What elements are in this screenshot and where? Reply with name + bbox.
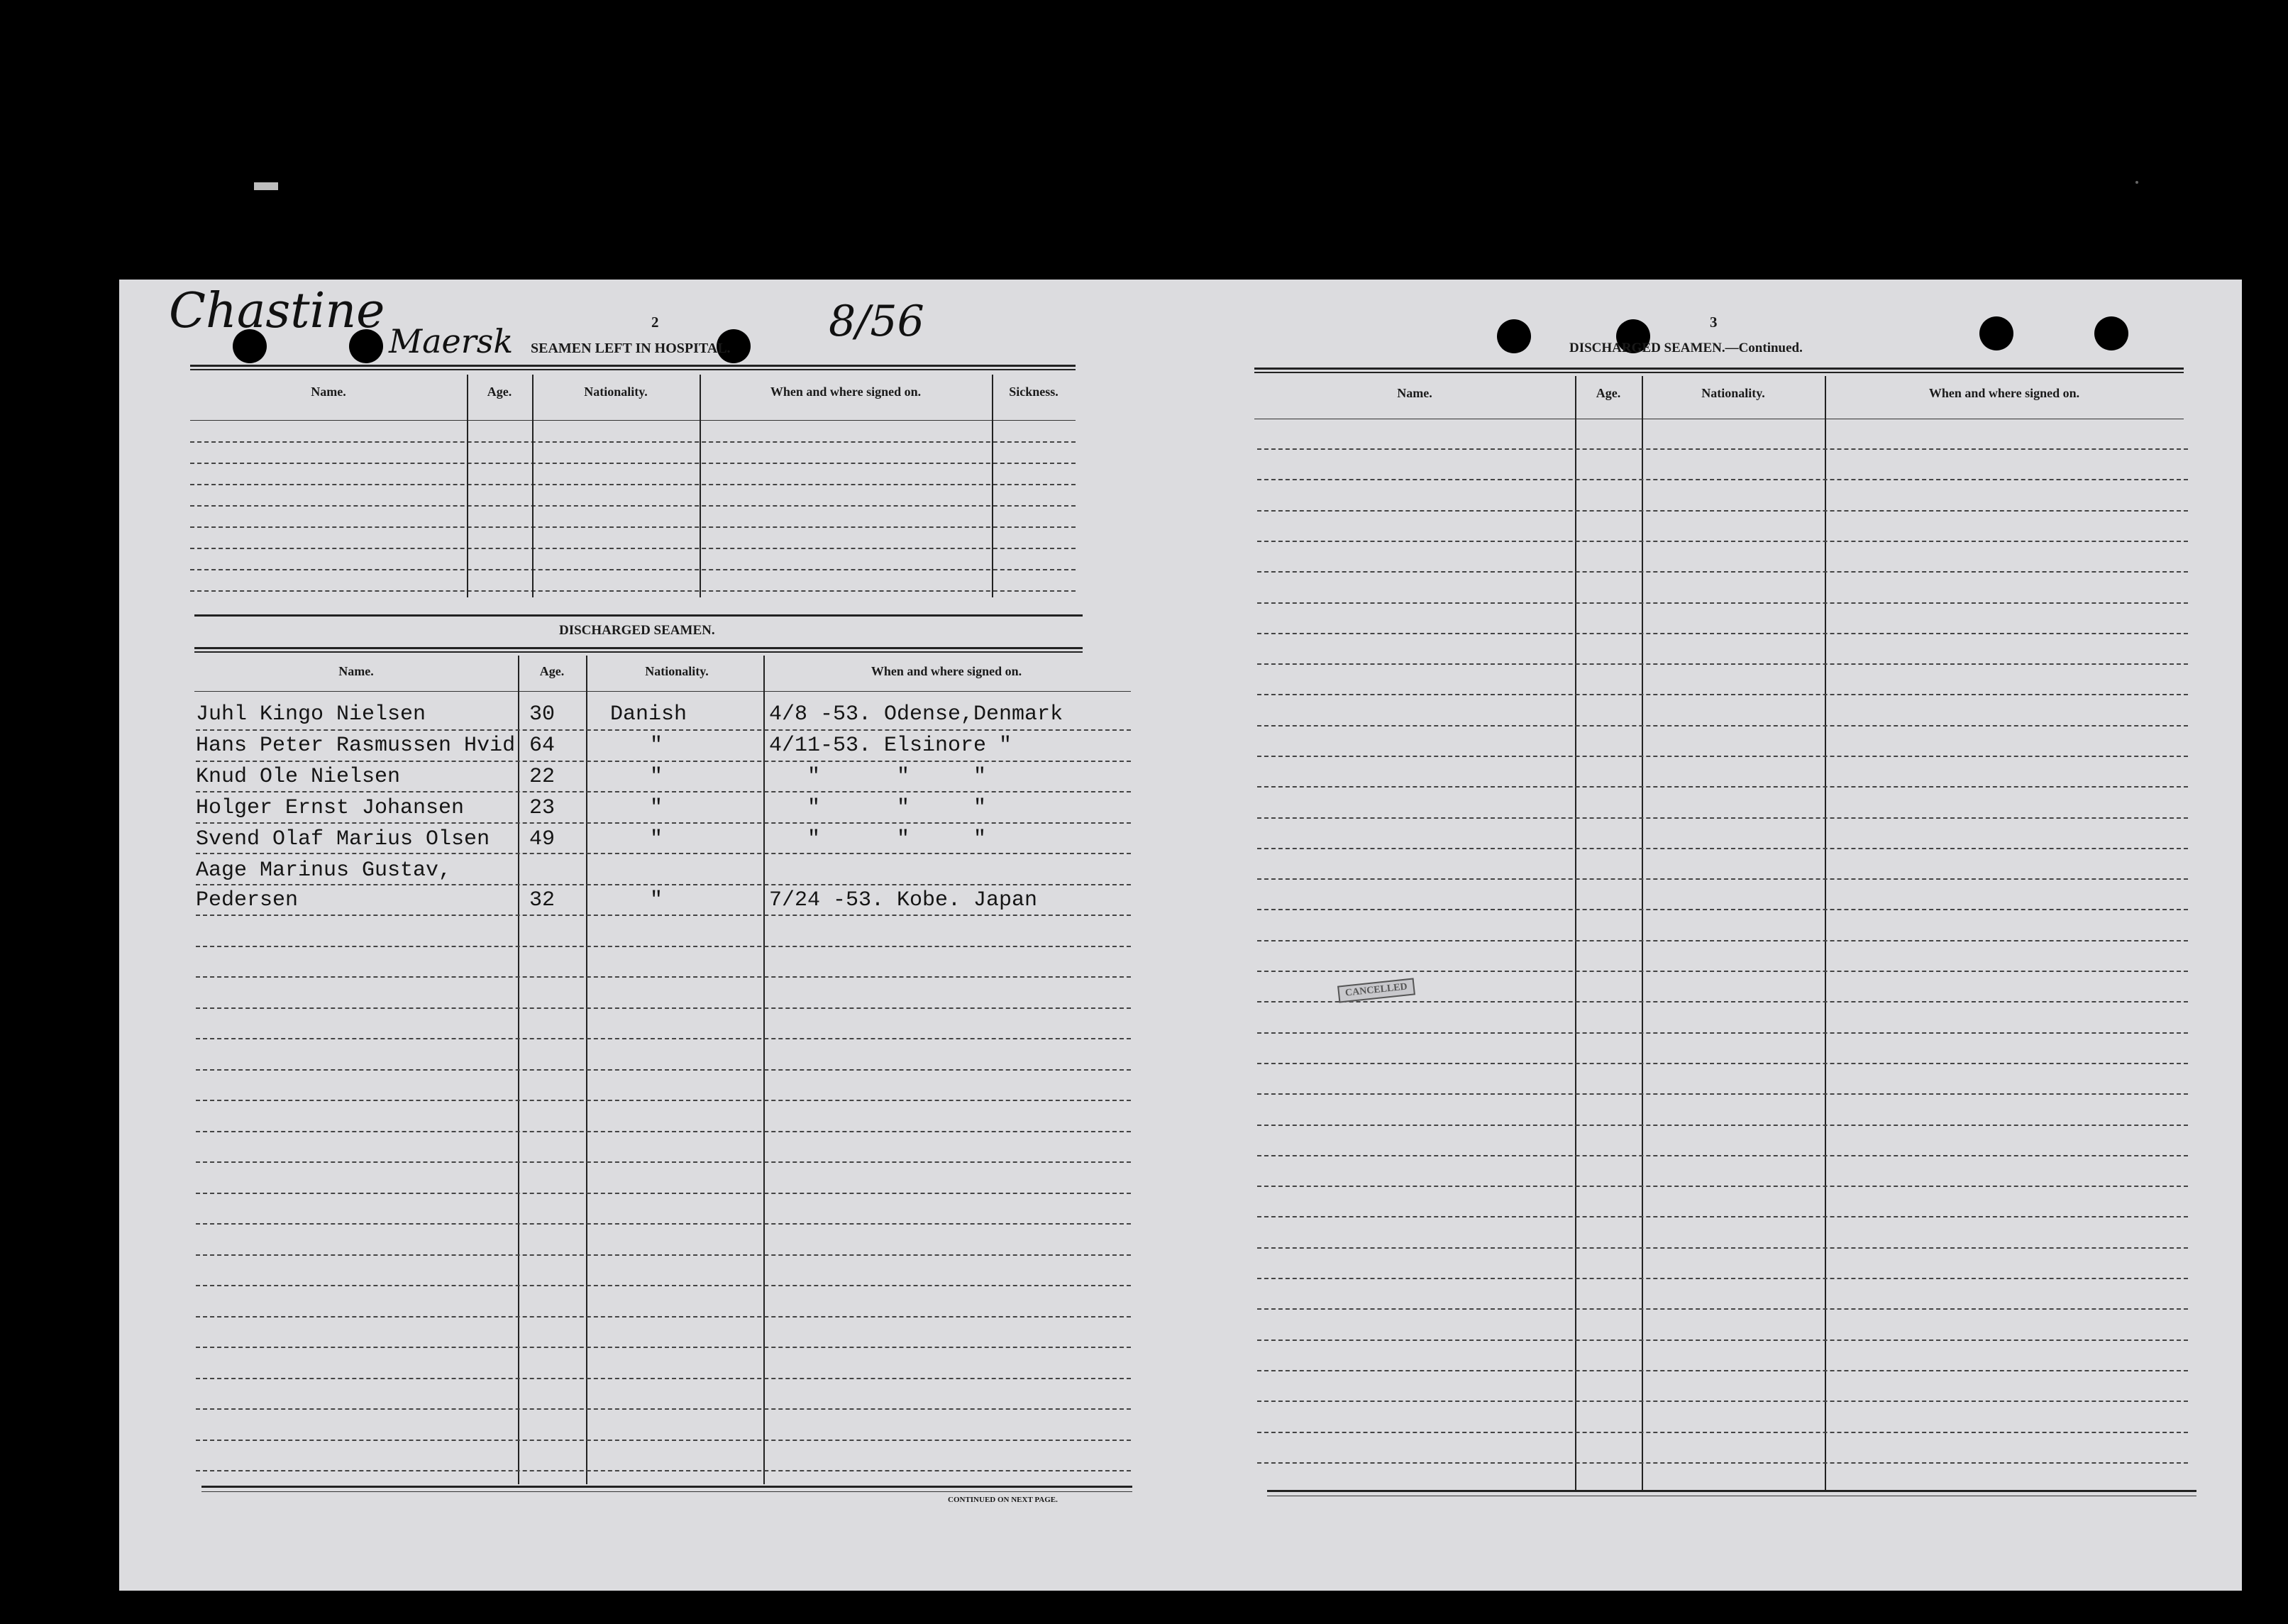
ruled-line	[1257, 756, 2188, 757]
discharged-header-rule	[194, 647, 1083, 649]
ruled-line	[1257, 1063, 2188, 1064]
hospital-section-title: SEAMEN LEFT IN HOSPITAL.	[531, 341, 731, 356]
ruled-line	[196, 1161, 1131, 1163]
ruled-line	[196, 1408, 1131, 1410]
ruled-line	[1257, 1032, 2188, 1034]
discharged-header-rule	[194, 651, 1083, 653]
seaman-nationality: "	[650, 888, 663, 912]
seaman-age: 49	[529, 827, 556, 851]
ruled-line	[1257, 786, 2188, 788]
ruled-line	[1257, 1186, 2188, 1187]
ruled-line	[196, 1069, 1131, 1071]
hospital-row-line	[190, 463, 1076, 464]
ruled-line	[196, 1254, 1131, 1256]
hospital-top-rule	[190, 365, 1076, 367]
ruled-line	[1257, 1308, 2188, 1310]
punch-hole	[1979, 316, 2013, 350]
seaman-age: 22	[529, 765, 556, 789]
right-section-title: DISCHARGED SEAMEN.—Continued.	[1569, 341, 1803, 355]
ruled-line	[196, 1470, 1131, 1471]
ruled-line	[1257, 663, 2188, 665]
ruled-line	[1257, 602, 2188, 604]
seaman-age: 32	[529, 888, 556, 912]
discharged-header-signed-on: When and where signed on.	[871, 664, 1022, 678]
ruled-line	[1257, 725, 2188, 727]
ruled-line	[1257, 817, 2188, 819]
seaman-name: Pedersen	[196, 888, 299, 912]
scan-speck	[2135, 181, 2138, 184]
ruled-line	[196, 853, 1131, 854]
ruled-line	[1257, 448, 2188, 450]
ruled-line	[1257, 1401, 2188, 1402]
punch-hole	[1497, 319, 1531, 353]
ruled-line	[196, 915, 1131, 916]
hospital-top-rule	[190, 369, 1076, 370]
discharged-section-title: DISCHARGED SEAMEN.	[559, 623, 715, 638]
ruled-line	[1257, 1370, 2188, 1371]
ruled-line	[1257, 1278, 2188, 1279]
seaman-name: Knud Ole Nielsen	[196, 765, 401, 789]
left-page-number: 2	[651, 314, 659, 331]
scan-speck	[254, 182, 278, 190]
handwritten-reference: 8/56	[829, 297, 924, 346]
hospital-header-nationality: Nationality.	[584, 385, 648, 399]
right-bottom-rule	[1267, 1490, 2196, 1492]
ruled-line	[1257, 848, 2188, 849]
ruled-line	[196, 729, 1131, 731]
ruled-line	[1257, 1462, 2188, 1464]
discharged-header-name: Name.	[338, 664, 374, 678]
ruled-line	[196, 884, 1131, 885]
hospital-row-line	[190, 590, 1076, 592]
hospital-row-line	[190, 569, 1076, 570]
ruled-line	[1257, 541, 2188, 542]
hospital-row-line	[190, 484, 1076, 485]
seaman-signed-on: 4/11-53. Elsinore "	[769, 734, 1012, 758]
ruled-line	[1257, 479, 2188, 480]
hospital-row-line	[190, 441, 1076, 443]
hospital-row-line	[190, 548, 1076, 549]
discharged-top-rule	[194, 614, 1083, 617]
right-col-divider	[1642, 376, 1643, 1490]
ruled-line	[1257, 633, 2188, 634]
seaman-signed-on: 7/24 -53. Kobe. Japan	[769, 888, 1038, 912]
hospital-col-divider	[992, 375, 993, 597]
ruled-line	[1257, 1155, 2188, 1156]
cancelled-stamp: CANCELLED	[1337, 978, 1415, 1002]
hospital-col-divider	[532, 375, 534, 597]
left-bottom-rule	[201, 1486, 1132, 1488]
left-bottom-rule	[201, 1491, 1132, 1492]
hospital-row-line	[190, 505, 1076, 507]
ruled-line	[196, 1193, 1131, 1194]
right-header-signed-on: When and where signed on.	[1928, 386, 2080, 400]
ruled-line	[1257, 1125, 2188, 1126]
right-top-rule	[1254, 368, 2184, 370]
ruled-line	[1257, 1216, 2188, 1217]
ruled-line	[1257, 1247, 2188, 1249]
hospital-header-name: Name.	[311, 385, 346, 399]
ruled-line	[196, 976, 1131, 978]
ruled-line	[196, 791, 1131, 792]
ruled-line	[196, 1285, 1131, 1286]
seaman-nationality: "	[650, 827, 663, 851]
ruled-line	[1257, 694, 2188, 695]
ruled-line	[196, 1440, 1131, 1441]
right-col-divider	[1575, 376, 1576, 1490]
discharged-column-header-rule	[194, 691, 1131, 692]
hospital-header-rule	[190, 420, 1076, 421]
handwritten-owner-name: Maersk	[389, 322, 514, 360]
handwritten-ship-name: Chastine	[169, 283, 385, 339]
seaman-signed-on: " " "	[769, 765, 987, 789]
right-header-nationality: Nationality.	[1701, 386, 1765, 400]
hospital-col-divider	[467, 375, 468, 597]
ruled-line	[196, 1007, 1131, 1009]
hospital-col-divider	[700, 375, 701, 597]
seaman-name: Hans Peter Rasmussen Hvid	[196, 734, 516, 758]
ruled-line	[196, 1038, 1131, 1039]
seaman-name: Juhl Kingo Nielsen	[196, 702, 426, 727]
ruled-line	[1257, 1093, 2188, 1095]
ruled-line	[196, 1347, 1131, 1348]
seaman-age: 64	[529, 734, 556, 758]
document-sheet	[119, 280, 2242, 1591]
hospital-row-line	[190, 526, 1076, 528]
seaman-signed-on: " " "	[769, 827, 987, 851]
seaman-age: 23	[529, 796, 556, 820]
hospital-header-sickness: Sickness.	[1009, 385, 1059, 399]
seaman-name: Svend Olaf Marius Olsen	[196, 827, 490, 851]
ruled-line	[196, 1316, 1131, 1318]
ruled-line	[1257, 909, 2188, 910]
seaman-nationality: "	[650, 734, 663, 758]
hospital-header-age: Age.	[487, 385, 512, 399]
ruled-line	[1257, 1339, 2188, 1341]
right-col-divider	[1825, 376, 1826, 1490]
ruled-line	[196, 946, 1131, 947]
discharged-header-nationality: Nationality.	[645, 664, 709, 678]
continued-note: CONTINUED ON NEXT PAGE.	[948, 1496, 1058, 1504]
seaman-nationality: "	[650, 765, 663, 789]
ruled-line	[1257, 1432, 2188, 1433]
discharged-header-age: Age.	[539, 664, 565, 678]
seaman-name: Holger Ernst Johansen	[196, 796, 465, 820]
punch-hole	[2094, 316, 2128, 350]
seaman-nationality: "	[650, 796, 663, 820]
seaman-signed-on: 4/8 -53. Odense,Denmark	[769, 702, 1063, 727]
ruled-line	[1257, 510, 2188, 512]
seaman-nationality: Danish	[610, 702, 687, 727]
ruled-line	[1257, 571, 2188, 573]
ruled-line	[1257, 878, 2188, 880]
ruled-line	[196, 822, 1131, 824]
right-page-number: 3	[1710, 314, 1718, 331]
hospital-header-signed-on: When and where signed on.	[770, 385, 922, 399]
right-top-rule	[1254, 372, 2184, 373]
seaman-age: 30	[529, 702, 556, 727]
seaman-name: Aage Marinus Gustav,	[196, 858, 452, 883]
ruled-line	[196, 1378, 1131, 1379]
right-header-name: Name.	[1397, 386, 1432, 400]
ruled-line	[1257, 940, 2188, 941]
ruled-line	[1257, 1001, 2188, 1002]
ruled-line	[1257, 971, 2188, 972]
right-header-age: Age.	[1596, 386, 1621, 400]
seaman-signed-on: " " "	[769, 796, 987, 820]
ruled-line	[196, 1100, 1131, 1101]
ruled-line	[196, 1131, 1131, 1132]
ruled-line	[196, 1223, 1131, 1225]
ruled-line	[196, 761, 1131, 762]
